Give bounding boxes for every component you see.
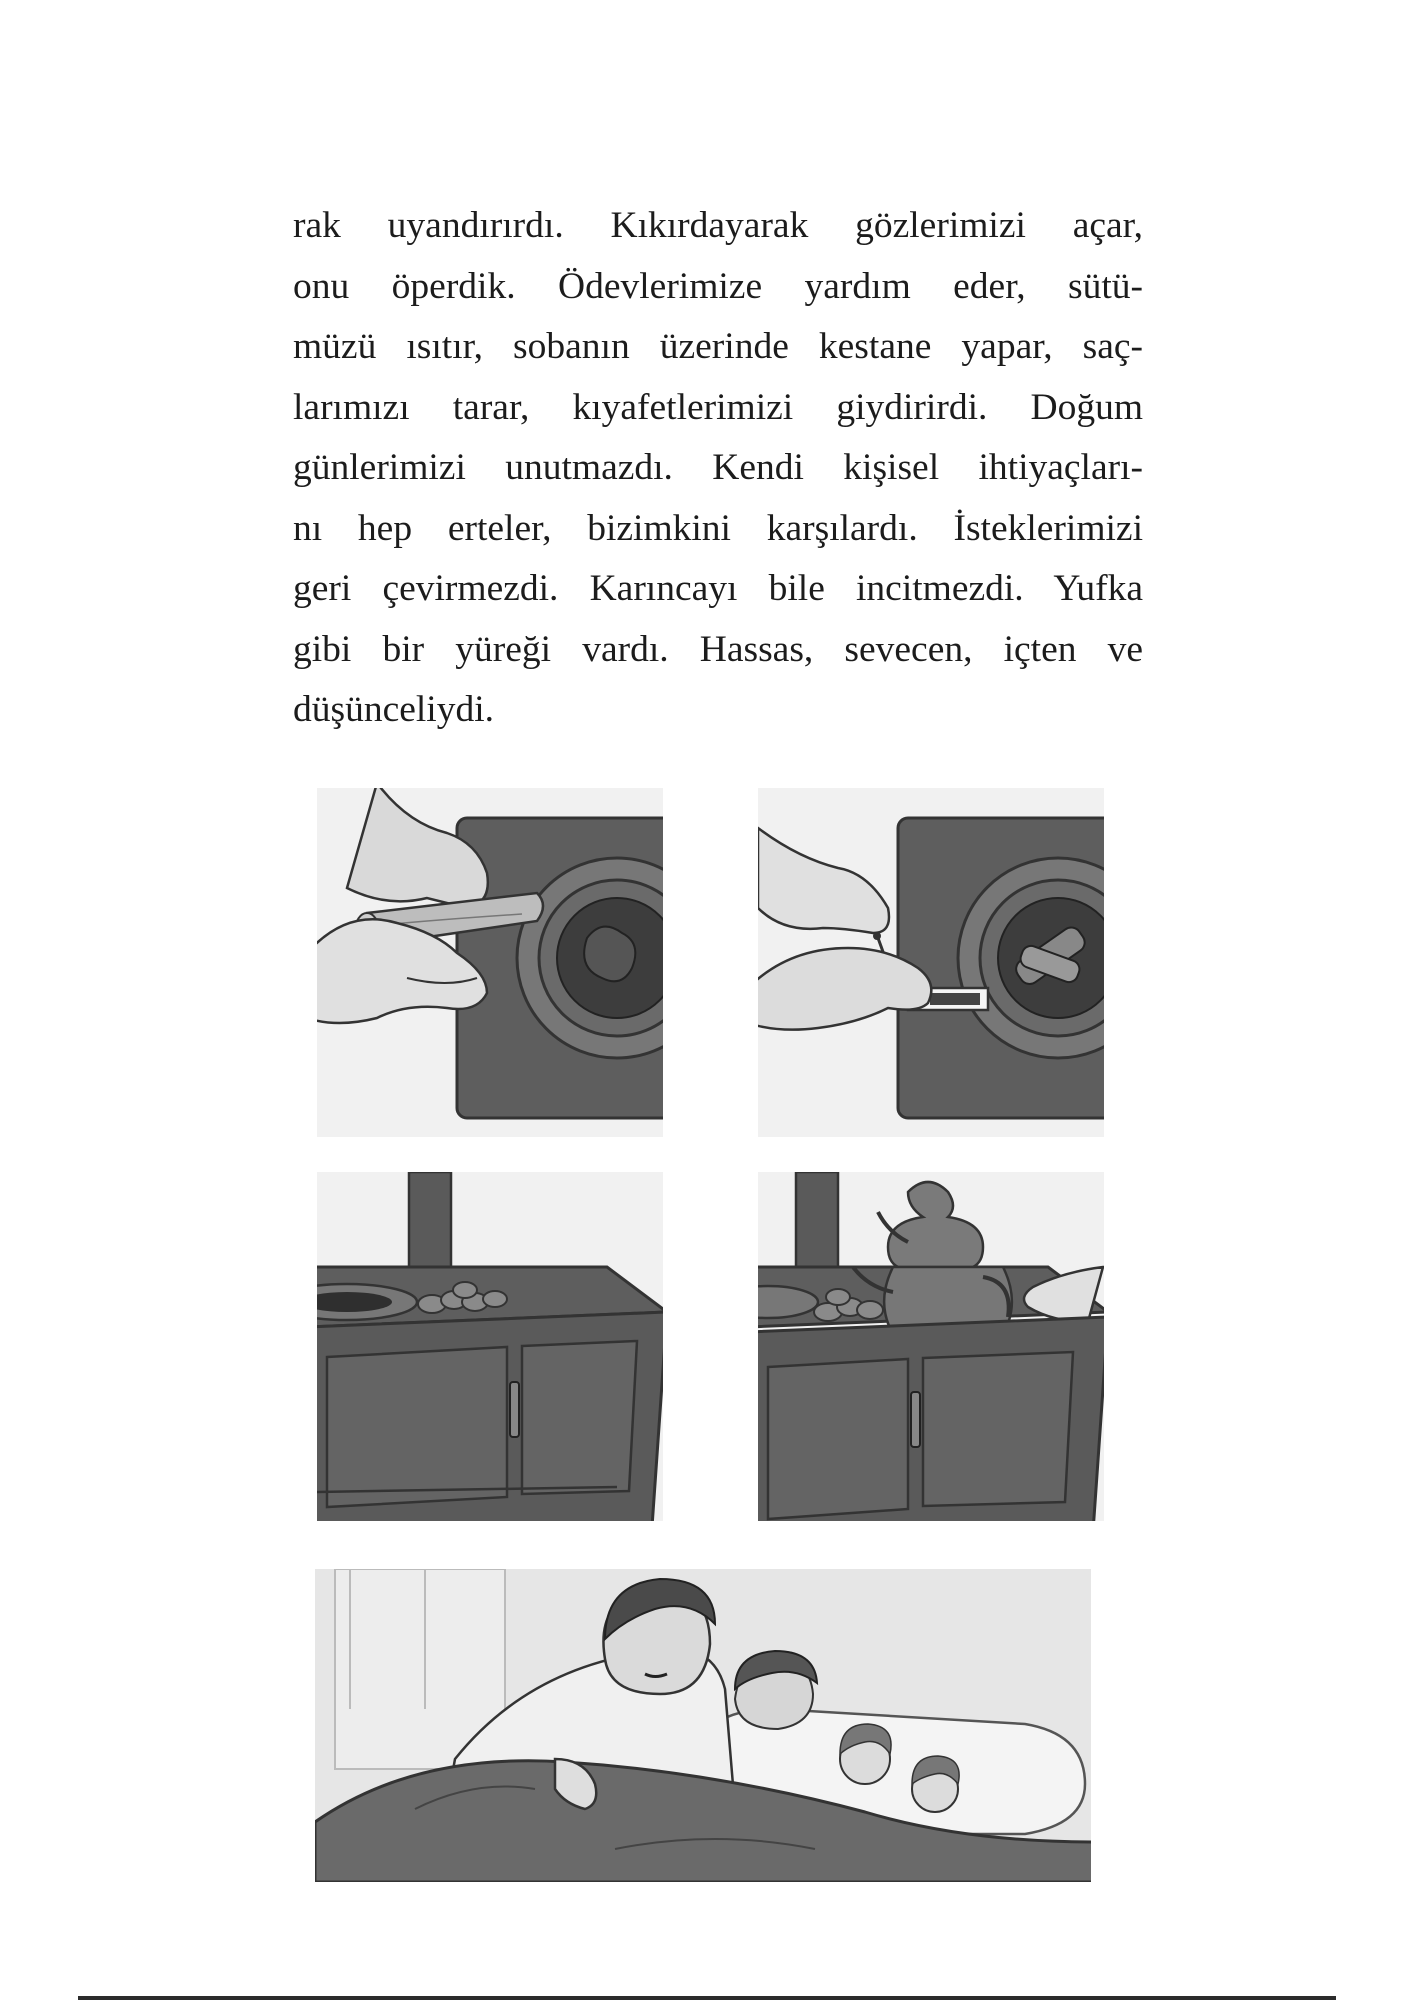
text-line: düşünceliydi. <box>293 689 495 730</box>
father-tucking-children-in-bed-icon <box>315 1569 1091 1882</box>
text-line: günlerimizi unutmazdı. Kendi kişisel ihtiyaçları- <box>293 447 1143 488</box>
text-line: geri çevirmezdi. Karıncayı bile incitmezdi. Yufka <box>293 568 1143 609</box>
text-line: rak uyandırırdı. Kıkırdayarak gözlerimizi açar, <box>293 205 1143 246</box>
hands-lighting-match-stove-icon <box>758 788 1104 1137</box>
text-line: larımızı tarar, kıyafetlerimizi giydirirdi. Doğum <box>293 386 1143 428</box>
teapot-on-stove-icon <box>758 1172 1104 1521</box>
text-line: gibi bir yüreği vardı. Hassas, sevecen, içten ve <box>293 628 1143 670</box>
text-line: müzü ısıtır, sobanın üzerinde kestane yapar, saç- <box>293 326 1143 367</box>
text-line: onu öperdik. Ödevlerimize yardım eder, sütü- <box>293 265 1143 307</box>
hands-loading-wood-into-stove-icon <box>317 788 663 1137</box>
bottom-rule <box>78 1996 1336 2000</box>
text-line: nı hep erteler, bizimkini karşılardı. İsteklerimizi <box>293 507 1143 549</box>
stove-with-chestnuts-icon <box>317 1172 663 1521</box>
body-text <box>293 196 1143 741</box>
